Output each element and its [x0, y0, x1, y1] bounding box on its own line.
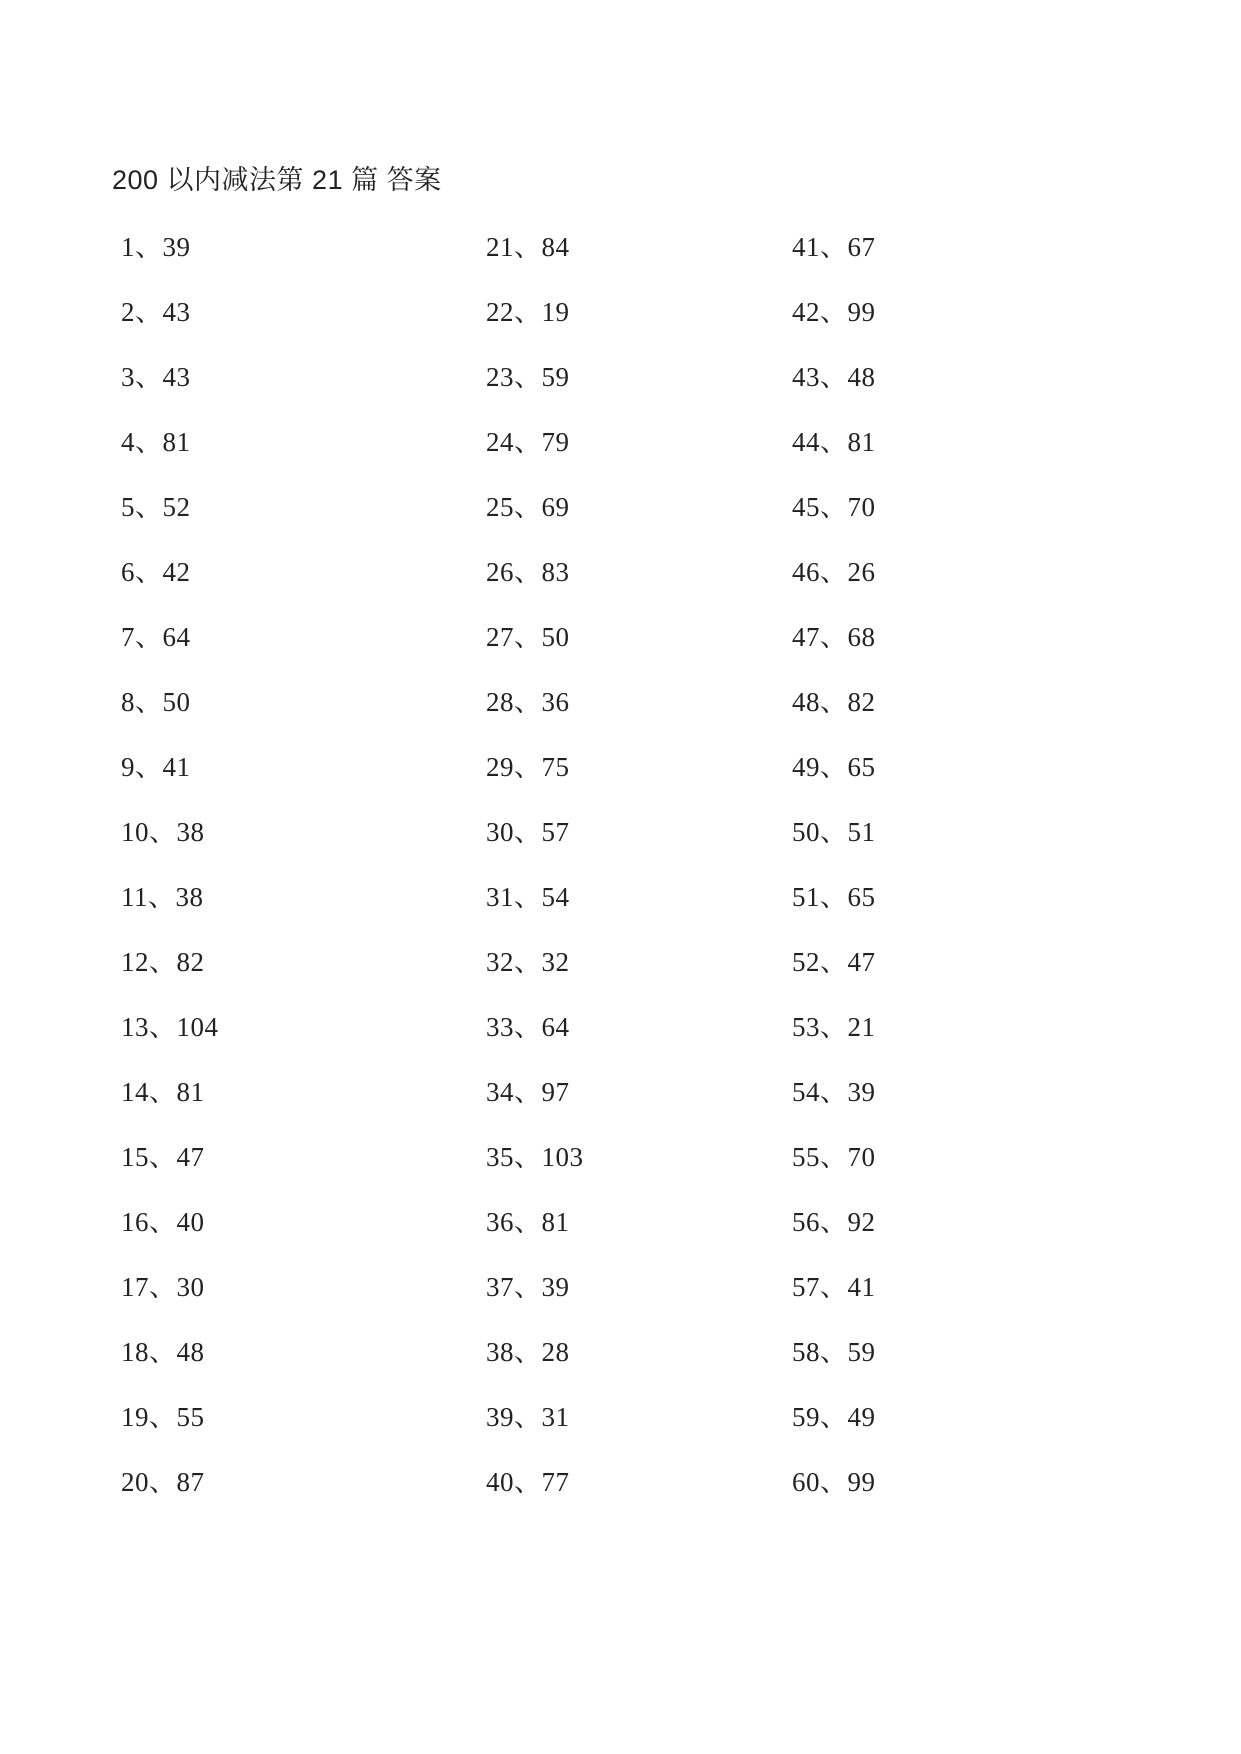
answer-item: 59、49 [792, 1402, 876, 1432]
answer-item: 27、50 [486, 622, 570, 652]
answer-item: 38、28 [486, 1337, 570, 1367]
answer-item: 12、82 [121, 947, 205, 977]
answer-item: 4、81 [121, 427, 191, 457]
answer-item: 54、39 [792, 1077, 876, 1107]
answer-item: 32、32 [486, 947, 570, 977]
answer-item: 18、48 [121, 1337, 205, 1367]
answer-item: 39、31 [486, 1402, 570, 1432]
answer-item: 34、97 [486, 1077, 570, 1107]
answer-item: 30、57 [486, 817, 570, 847]
answer-item: 13、104 [121, 1012, 219, 1042]
answer-item: 46、26 [792, 557, 876, 587]
answer-item: 14、81 [121, 1077, 205, 1107]
answer-item: 9、41 [121, 752, 191, 782]
answer-item: 3、43 [121, 362, 191, 392]
answer-item: 36、81 [486, 1207, 570, 1237]
answer-item: 56、92 [792, 1207, 876, 1237]
answer-item: 55、70 [792, 1142, 876, 1172]
answer-item: 58、59 [792, 1337, 876, 1367]
answer-item: 53、21 [792, 1012, 876, 1042]
answer-item: 29、75 [486, 752, 570, 782]
answer-item: 2、43 [121, 297, 191, 327]
answer-item: 1、39 [121, 232, 191, 262]
answer-item: 8、50 [121, 687, 191, 717]
answer-column-3 [792, 228, 876, 1528]
answer-item: 26、83 [486, 557, 570, 587]
answer-column-2 [486, 228, 584, 1528]
answer-item: 22、19 [486, 297, 570, 327]
answer-item: 24、79 [486, 427, 570, 457]
answer-item: 21、84 [486, 232, 570, 262]
answer-item: 47、68 [792, 622, 876, 652]
answer-item: 31、54 [486, 882, 570, 912]
answer-item: 15、47 [121, 1142, 205, 1172]
answer-item: 45、70 [792, 492, 876, 522]
answer-item: 52、47 [792, 947, 876, 977]
answer-item: 60、99 [792, 1467, 876, 1497]
answer-item: 25、69 [486, 492, 570, 522]
answer-item: 57、41 [792, 1272, 876, 1302]
answer-column-1 [121, 228, 219, 1528]
answer-item: 49、65 [792, 752, 876, 782]
answer-item: 40、77 [486, 1467, 570, 1497]
answer-item: 20、87 [121, 1467, 205, 1497]
answer-item: 7、64 [121, 622, 191, 652]
answer-item: 43、48 [792, 362, 876, 392]
answer-item: 28、36 [486, 687, 570, 717]
answer-item: 16、40 [121, 1207, 205, 1237]
page-title: 200 以内减法第 21 篇 答案 [112, 165, 442, 195]
answer-item: 11、38 [121, 882, 204, 912]
answer-item: 35、103 [486, 1142, 584, 1172]
answer-item: 50、51 [792, 817, 876, 847]
answer-item: 23、59 [486, 362, 570, 392]
answer-item: 48、82 [792, 687, 876, 717]
answer-item: 5、52 [121, 492, 191, 522]
answer-item: 42、99 [792, 297, 876, 327]
answer-item: 33、64 [486, 1012, 570, 1042]
answer-item: 6、42 [121, 557, 191, 587]
answer-item: 17、30 [121, 1272, 205, 1302]
answer-item: 44、81 [792, 427, 876, 457]
answer-item: 41、67 [792, 232, 876, 262]
answer-item: 19、55 [121, 1402, 205, 1432]
answer-item: 10、38 [121, 817, 205, 847]
answer-item: 51、65 [792, 882, 876, 912]
answer-item: 37、39 [486, 1272, 570, 1302]
